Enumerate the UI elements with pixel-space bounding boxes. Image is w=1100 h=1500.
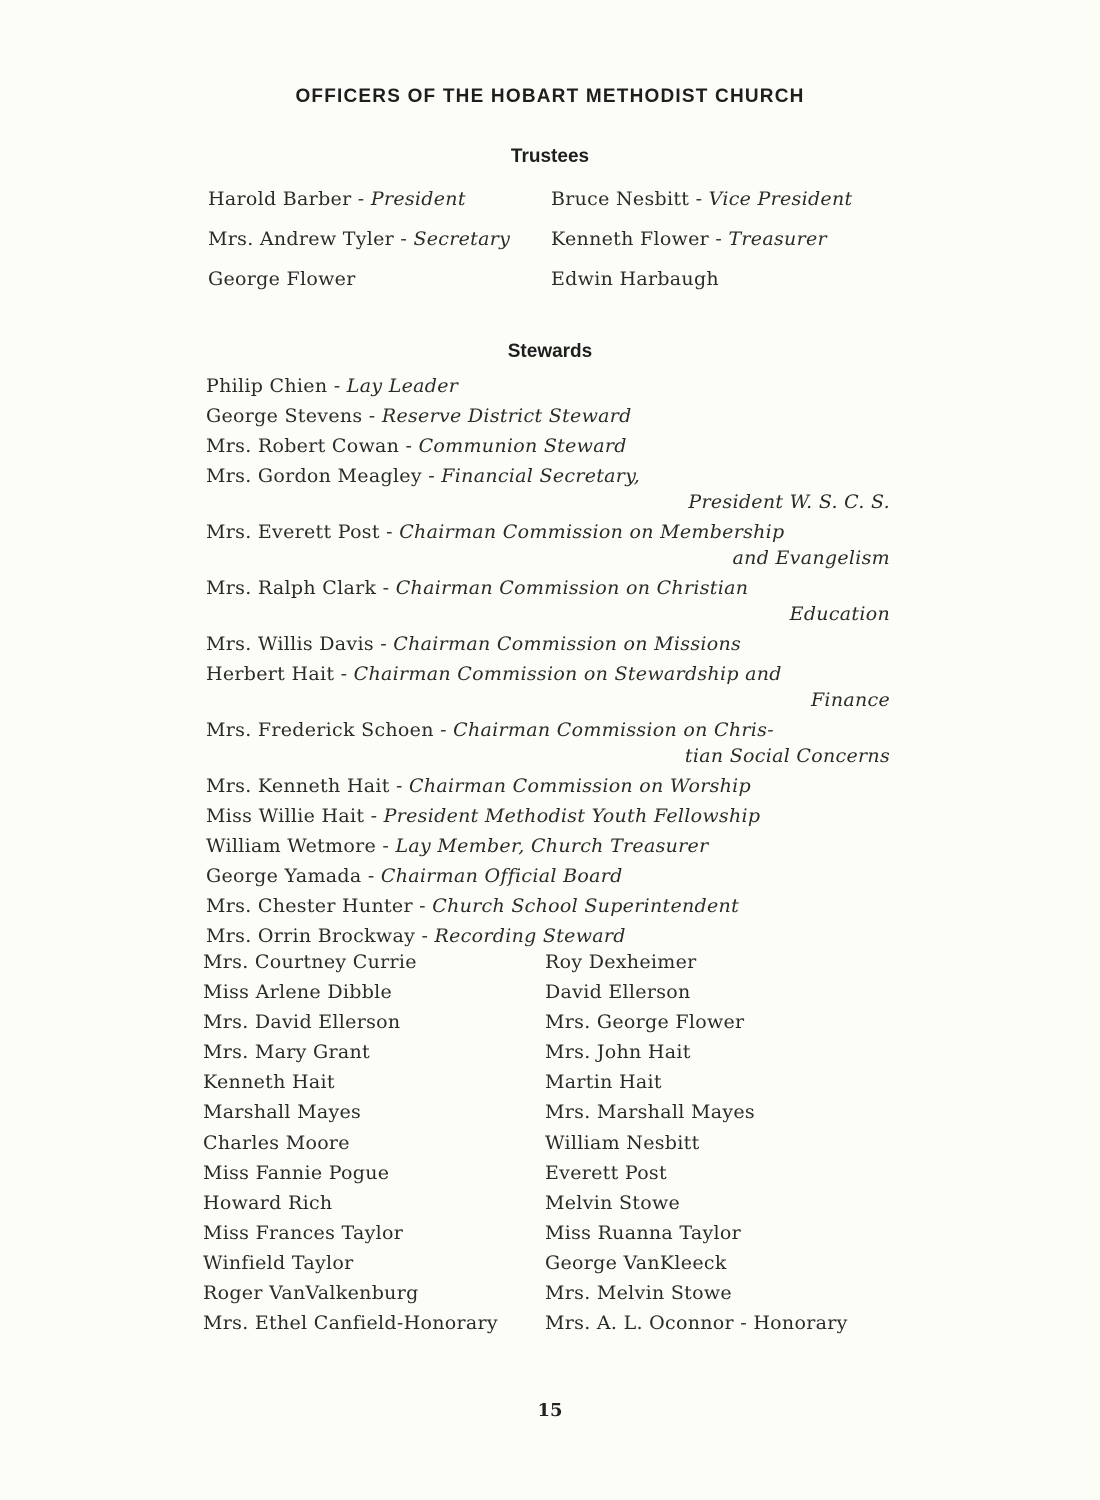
steward-name: Mrs. Everett Post - — [206, 521, 400, 543]
steward-member-name: Winfield Taylor — [203, 1251, 354, 1274]
steward-member-name: Mrs. Melvin Stowe — [545, 1282, 732, 1305]
steward-member-name: Marshall Mayes — [203, 1101, 362, 1124]
steward-member-name: David Ellerson — [545, 981, 691, 1004]
steward-member-name: Miss Arlene Dibble — [203, 981, 393, 1004]
steward-role: Chairman Commission on Stewardship and — [353, 663, 782, 685]
steward-member-name: Kenneth Hait — [203, 1071, 335, 1094]
trustee-name: Harold Barber - — [208, 188, 371, 210]
trustees-row — [208, 228, 908, 268]
steward-role: Communion Steward — [418, 435, 627, 457]
steward-name: Mrs. Frederick Schoen - — [206, 719, 454, 741]
steward-member-name: William Nesbitt — [545, 1131, 700, 1154]
steward-role: Chairman Commission on Membership — [399, 521, 785, 543]
steward-role: Recording Steward — [434, 925, 626, 947]
steward-officer-entry — [206, 403, 890, 429]
steward-role: Chairman Official Board — [380, 865, 623, 887]
steward-member-name: Roger VanValkenburg — [203, 1282, 419, 1305]
steward-officer-entry — [206, 575, 890, 627]
page-title: OFFICERS OF THE HOBART METHODIST CHURCH — [295, 86, 805, 107]
steward-member-name: Howard Rich — [203, 1191, 333, 1214]
steward-officer-entry — [206, 717, 890, 769]
stewards-heading: Stewards — [507, 341, 593, 362]
steward-member-row — [203, 951, 893, 981]
trustee-name: Edwin Harbaugh — [551, 268, 719, 290]
steward-name: Mrs. Ralph Clark - — [206, 577, 396, 599]
steward-member-name: Mrs. John Hait — [545, 1041, 691, 1064]
steward-officer-entry — [206, 923, 890, 949]
steward-member-name: Mrs. George Flower — [545, 1011, 745, 1034]
steward-member-name: Miss Frances Taylor — [203, 1221, 404, 1244]
steward-role: President Methodist Youth Fellowship — [383, 805, 761, 827]
steward-name: Mrs. Chester Hunter - — [206, 895, 433, 917]
trustee-name: Kenneth Flower - — [551, 228, 729, 250]
steward-member-row — [203, 1312, 893, 1342]
steward-member-row — [203, 1132, 893, 1162]
steward-member-row — [203, 1252, 893, 1282]
steward-role-continued: President W. S. C. S. — [688, 491, 890, 513]
steward-members-list — [203, 951, 893, 1342]
steward-role: Lay Member, Church Treasurer — [395, 835, 709, 857]
steward-member-name: George VanKleeck — [545, 1251, 727, 1274]
steward-officer-entry — [206, 803, 890, 829]
steward-name: Miss Willie Hait - — [206, 805, 384, 827]
steward-officers-list — [206, 373, 890, 953]
steward-member-name: Mrs. David Ellerson — [203, 1011, 401, 1034]
steward-officer-entry — [206, 433, 890, 459]
steward-member-name: Mrs. Ethel Canfield-Honorary — [203, 1312, 498, 1335]
steward-role: Chairman Commission on Chris- — [453, 719, 774, 741]
steward-member-name: Miss Fannie Pogue — [203, 1161, 390, 1184]
steward-name: Mrs. Orrin Brockway - — [206, 925, 435, 947]
steward-officer-entry — [206, 373, 890, 399]
trustee-role: Vice President — [708, 188, 853, 210]
steward-role: Chairman Commission on Worship — [409, 775, 752, 797]
steward-officer-entry — [206, 833, 890, 859]
trustees-row — [208, 188, 908, 228]
steward-member-name: Roy Dexheimer — [545, 951, 697, 973]
trustee-role: Treasurer — [728, 228, 827, 250]
steward-member-name: Mrs. Courtney Currie — [203, 951, 417, 973]
steward-role: Lay Leader — [346, 375, 459, 397]
steward-member-row — [203, 1192, 893, 1222]
steward-member-row — [203, 1071, 893, 1101]
steward-role: Financial Secretary, — [441, 465, 641, 487]
steward-role: Reserve District Steward — [381, 405, 632, 427]
steward-role-continued: tian Social Concerns — [684, 745, 890, 767]
steward-member-row — [203, 1162, 893, 1192]
steward-role-continued: and Evangelism — [732, 547, 890, 569]
steward-role: Church School Superintendent — [432, 895, 739, 917]
steward-officer-entry — [206, 893, 890, 919]
steward-member-name: Everett Post — [545, 1161, 667, 1184]
steward-member-name: Melvin Stowe — [545, 1191, 681, 1214]
trustee-name: Bruce Nesbitt - — [551, 188, 709, 210]
steward-member-name: Mrs. A. L. Oconnor - Honorary — [545, 1312, 848, 1335]
steward-member-name: Mrs. Marshall Mayes — [545, 1101, 755, 1124]
steward-member-name: Martin Hait — [545, 1071, 662, 1094]
steward-member-row — [203, 1041, 893, 1071]
steward-member-name: Charles Moore — [203, 1131, 350, 1154]
steward-member-row — [203, 1101, 893, 1131]
steward-member-name: Mrs. Mary Grant — [203, 1041, 370, 1064]
steward-name: Mrs. Robert Cowan - — [206, 435, 419, 457]
steward-name: Herbert Hait - — [206, 663, 354, 685]
trustee-name: Mrs. Andrew Tyler - — [208, 228, 414, 250]
steward-officer-entry — [206, 661, 890, 713]
steward-role: Chairman Commission on Christian — [395, 577, 749, 599]
steward-role-continued: Finance — [810, 689, 890, 711]
steward-member-row — [203, 1222, 893, 1252]
steward-name: Mrs. Gordon Meagley - — [206, 465, 442, 487]
steward-name: William Wetmore - — [206, 835, 396, 857]
steward-name: George Yamada - — [206, 865, 381, 887]
trustee-name: George Flower — [208, 268, 356, 290]
steward-member-row — [203, 1282, 893, 1312]
steward-member-name: Miss Ruanna Taylor — [545, 1221, 742, 1244]
steward-officer-entry — [206, 519, 890, 571]
trustee-role: Secretary — [413, 228, 511, 250]
trustees-row — [208, 268, 908, 308]
steward-member-row — [203, 1011, 893, 1041]
steward-name: George Stevens - — [206, 405, 382, 427]
trustee-role: President — [370, 188, 466, 210]
page-number: 15 — [537, 1400, 563, 1421]
trustees-heading: Trustees — [510, 146, 590, 167]
steward-role: Chairman Commission on Missions — [393, 633, 742, 655]
steward-officer-entry — [206, 773, 890, 799]
steward-officer-entry — [206, 863, 890, 889]
steward-officer-entry — [206, 631, 890, 657]
steward-name: Mrs. Willis Davis - — [206, 633, 394, 655]
steward-name: Philip Chien - — [206, 375, 347, 397]
steward-officer-entry — [206, 463, 890, 515]
steward-role-continued: Education — [789, 603, 890, 625]
steward-member-row — [203, 981, 893, 1011]
trustees-list — [208, 188, 908, 308]
steward-name: Mrs. Kenneth Hait - — [206, 775, 410, 797]
